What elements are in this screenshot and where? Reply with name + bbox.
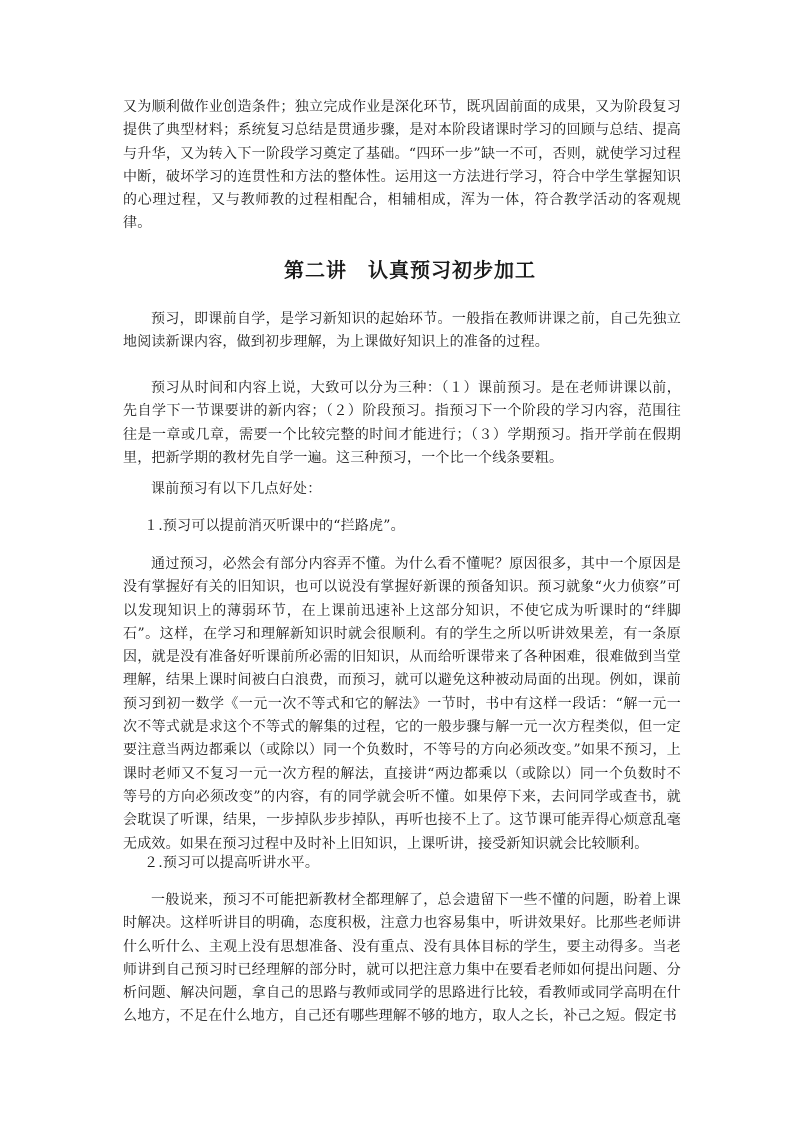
paragraph-benefits-intro: 课前预习有以下几点好处： — [151, 481, 322, 497]
paragraph-types: 预习从时间和内容上说，大致可以分为三种：（１）课前预习。是在老师讲课以前，先自学下一节课要讲的新内容；（２）阶段预习。指预习下一个阶段的学习内容，范围往往是一章或几章，需要一个比较完整的时间才能进行；（３）学期预习。指开学前在假期里，把新学期的教材先自学一遍。这三种预习，一个比一个线条要粗。 — [123, 380, 681, 466]
point-2-heading: ２.预习可以提高听讲水平。 — [144, 855, 320, 871]
paragraph-definition: 预习，即课前自学，是学习新知识的起始环节。一般指在教师讲课之前，自己先独立地阅读新课内容，做到初步理解，为上课做好知识上的准备的过程。 — [123, 311, 681, 351]
intro-paragraph: 又为顺利做作业创造条件；独立完成作业是深化环节，既巩固前面的成果，又为阶段复习提供了典型材料；系统复习总结是贯通步骤，是对本阶段诸课时学习的回顾与总结、提高与升华，又为转入下一阶段学习奠定了基础。“四环一步”缺一不可，否则，就使学习过程中断，破坏学习的连贯性和方法的整体性。运用这一方法进行学习，符合中学生掌握知识的心理过程，又与教师教的过程相配合，相辅相成，浑为一体，符合教学活动的客观规律。 — [123, 99, 681, 232]
paragraph-point-1: 通过预习，必然会有部分内容弄不懂。为什么看不懂呢？原因很多，其中一个原因是没有掌握好有关的旧知识，也可以说没有掌握好新课的预备知识。预习就象“火力侦察”可以发现知识上的薄弱环节，在上课前迅速补上这部分知识，不使它成为听课时的“绊脚石”。这样，在学习和理解新知识时就会很顺利。有的学生之所以听讲效果差，有一条原因，就是没有准备好听课前所必需的旧知识，从而给听课带来了各种困难，很难做到当堂理解，结果上课时间被白白浪费，而预习，就可以避免这种被动局面的出现。例如，课前预习到初一数学《一元一次不等式和它的解法》一节时，书中有这样一段话：“解一元一次不等式就是求这个不等式的解集的过程，它的一般步骤与解一元一次方程类似，但一定要注意当两边都乘以（或除以）同一个负数时，不等号的方向必须改变。”如果不预习，上课时老师又不复习一元一次方程的解法，直接讲“两边都乘以（或除以）同一个负数时不等号的方向必须改变”的内容，有的同学就会听不懂。如果停下来，去问同学或查书，就会耽误了听课，结果，一步掉队步步掉队，再听也接不上了。这节课可能弄得心烦意乱毫无成效。如果在预习过程中及时补上旧知识，上课听讲，接受新知识就会比较顺利。 — [123, 556, 681, 852]
paragraph-point-2: 一般说来，预习不可能把新教材全都理解了，总会遗留下一些不懂的问题，盼着上课时解决。这样听讲目的明确，态度积极，注意力也容易集中，听讲效果好。比那些老师讲什么听什么、主观上没有思想准备、没有重点、没有具体目标的学生，要主动得多。当老师讲到自己预习时已经理解的部分时，就可以把注意力集中在要看老师如何提出问题、分析问题、解决问题，拿自己的思路与教师或同学的思路进行比较，看教师或同学高明在什么地方，不足在什么地方，自己还有哪些理解不够的地方，取人之长，补己之短。假定书 — [123, 892, 681, 1025]
section-heading: 第二讲 认真预习初步加工 — [284, 258, 536, 282]
point-1-heading: １.预习可以提前消灭听课中的“拦路虎”。 — [144, 518, 405, 534]
